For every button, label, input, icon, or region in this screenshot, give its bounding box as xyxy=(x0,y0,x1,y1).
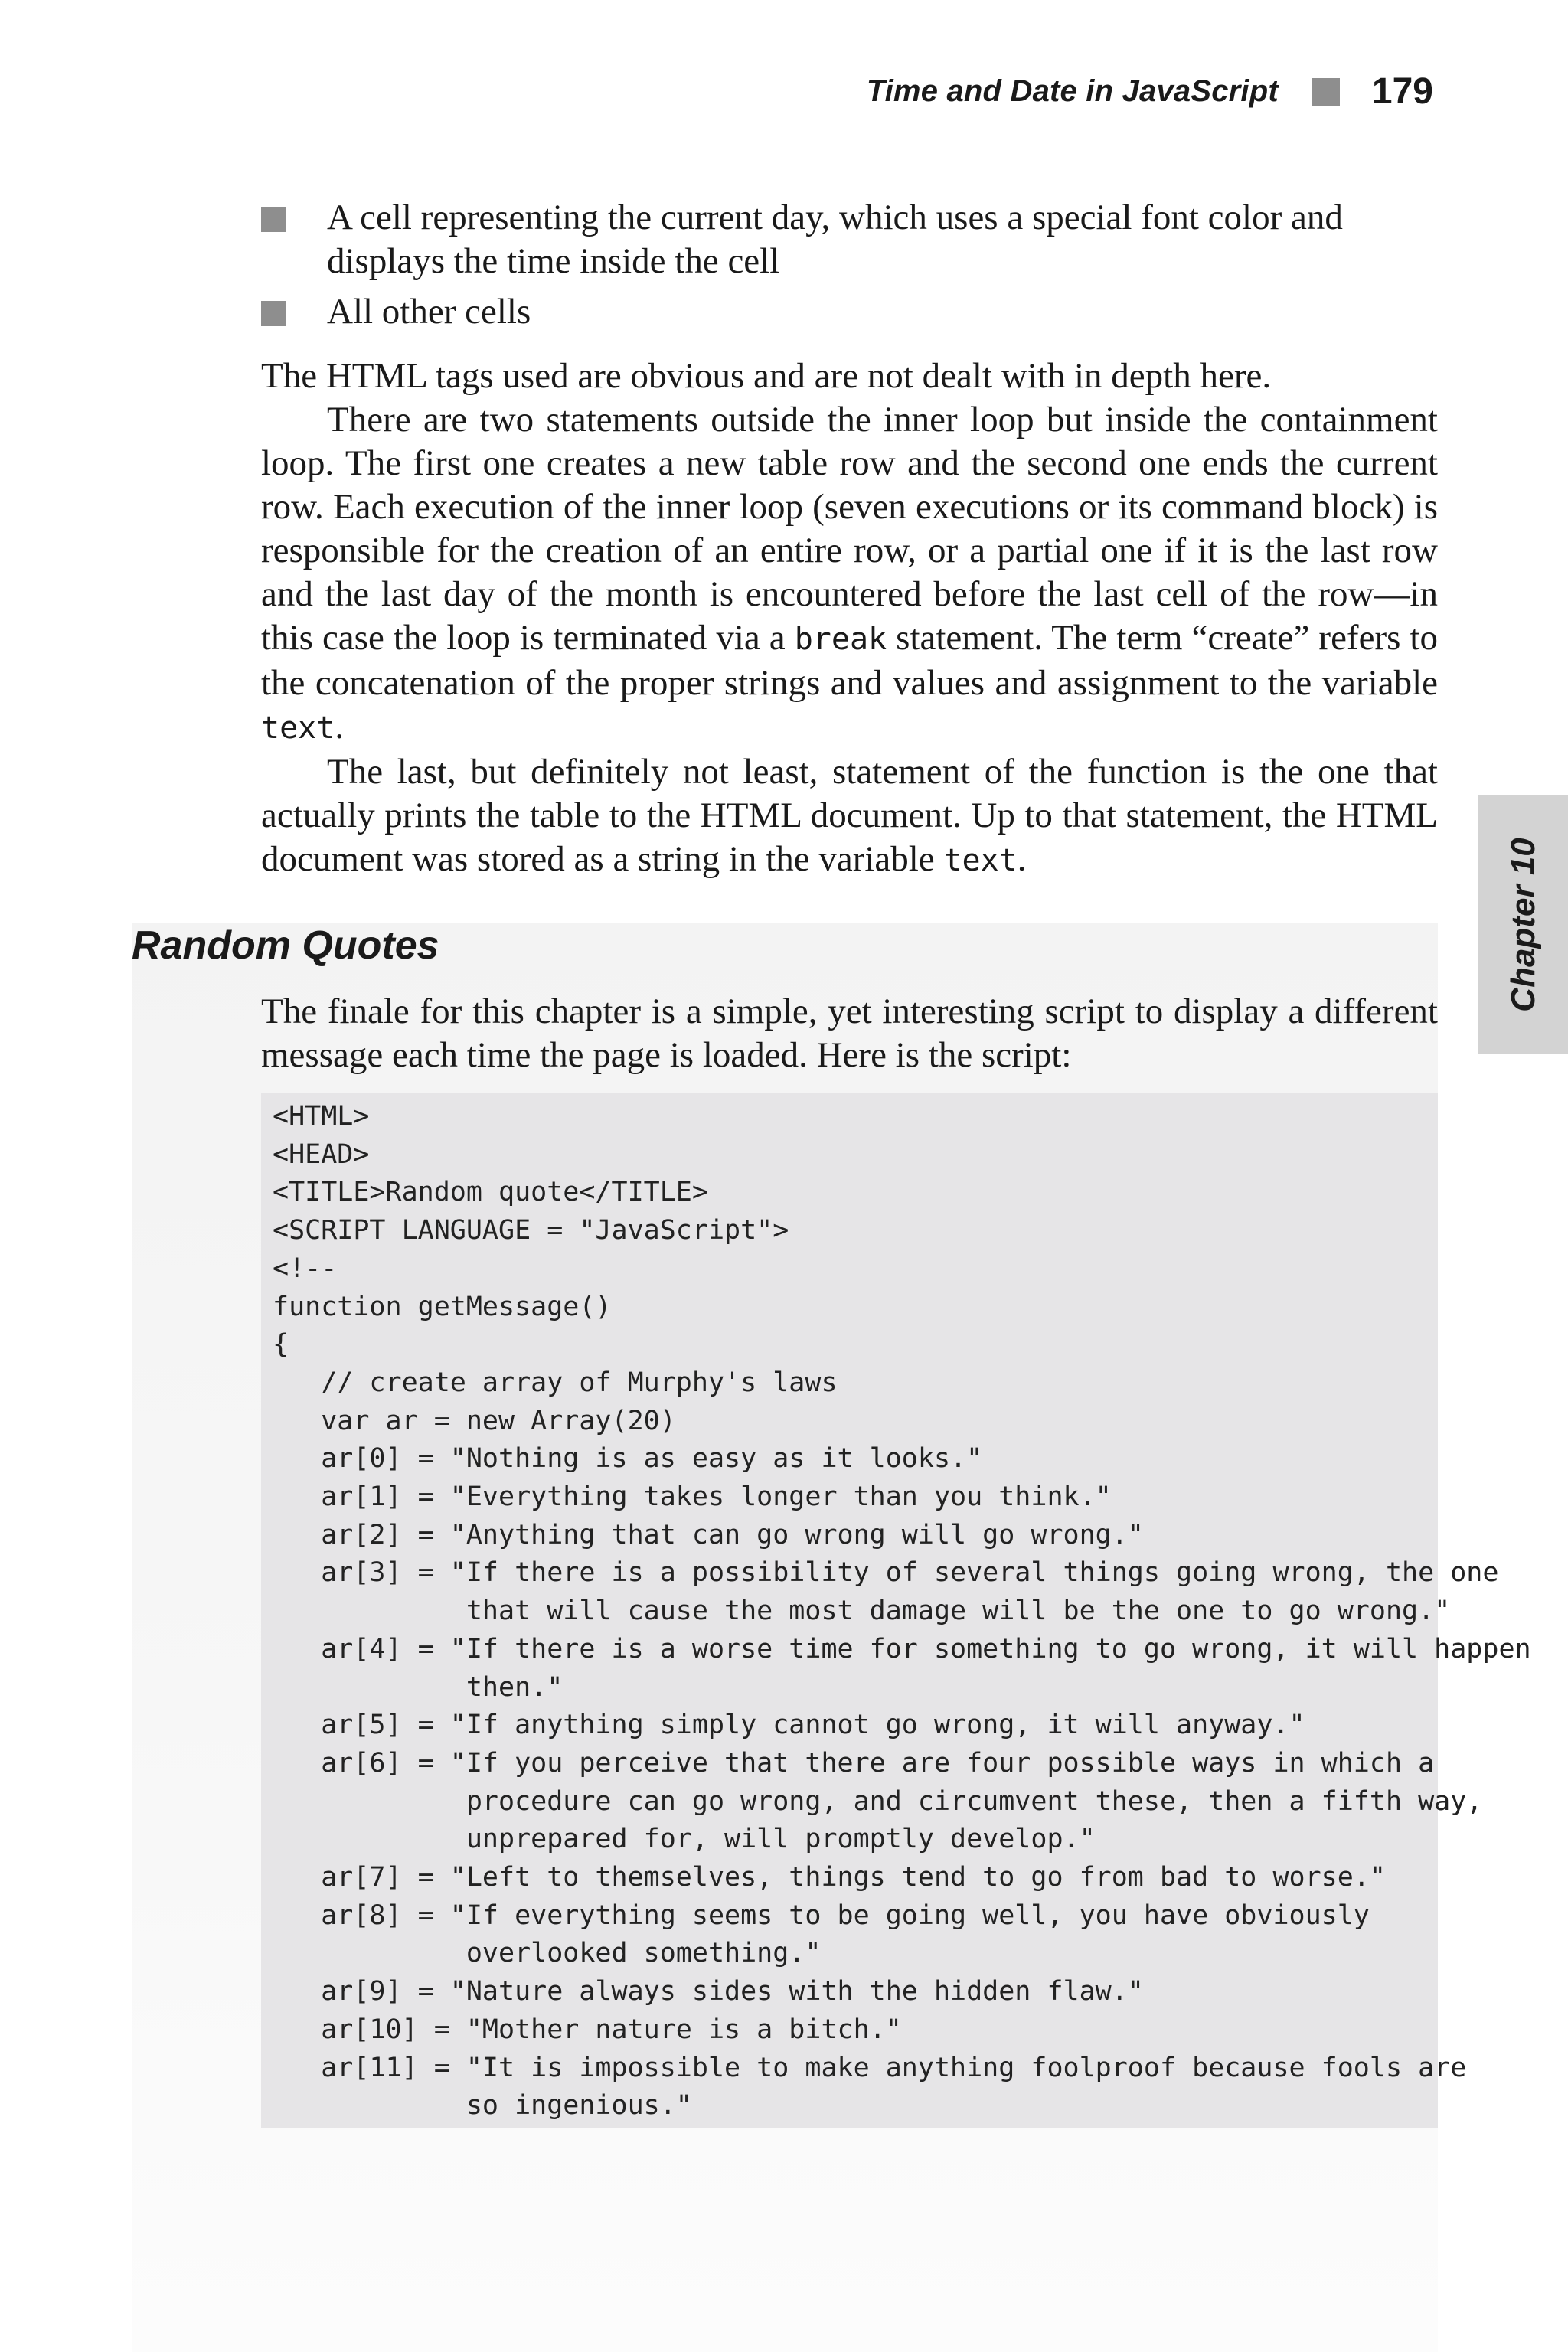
bullet-text: All other cells xyxy=(327,292,531,332)
body-text xyxy=(261,354,1438,883)
code-line: // create array of Murphy's laws xyxy=(273,1367,838,1398)
chapter-tab-label: Chapter 10 xyxy=(1504,837,1542,1012)
bullet-square-icon xyxy=(261,301,286,326)
paragraph-text: statement. The term “create” refers to the concatenation of the proper strings and values and assignment to the variable xyxy=(261,618,1438,703)
code-line: ar[9] = "Nature always sides with the hidden flaw." xyxy=(273,1976,1144,2007)
code-line: that will cause the most damage will be the one to go wrong." xyxy=(273,1596,1451,1627)
paragraph-text: . xyxy=(335,707,345,746)
code-line: then." xyxy=(273,1671,564,1703)
inline-code: text xyxy=(943,843,1018,878)
bullet-list xyxy=(261,196,1438,341)
bullet-text: A cell representing the current day, which uses a special font color and displays the time inside the cell xyxy=(327,198,1343,281)
code-line: ar[5] = "If anything simply cannot go wrong, it will anyway." xyxy=(273,1710,1305,1741)
paragraph xyxy=(261,750,1438,883)
code-line: ar[3] = "If there is a possibility of several things going wrong, the one xyxy=(273,1557,1499,1589)
code-line: <TITLE>Random quote</TITLE> xyxy=(273,1177,708,1208)
code-line: <SCRIPT LANGUAGE = "JavaScript"> xyxy=(273,1215,789,1246)
running-head xyxy=(867,70,1433,113)
code-line: ar[1] = "Everything takes longer than you think." xyxy=(273,1481,1112,1513)
code-listing xyxy=(261,1093,1531,2128)
section-title: Random Quotes xyxy=(132,923,439,968)
code-block xyxy=(273,1098,1531,2125)
bullet-item xyxy=(261,196,1438,283)
inline-code: text xyxy=(261,710,335,746)
bullet-square-icon xyxy=(261,207,286,232)
section-intro xyxy=(261,990,1438,1077)
page-number: 179 xyxy=(1371,71,1433,112)
paragraph: The finale for this chapter is a simple, yet interesting script to display a different message each time the page is loaded. Here is the script: xyxy=(261,991,1438,1075)
code-line: { xyxy=(273,1329,289,1361)
code-line: <!-- xyxy=(273,1253,338,1284)
code-line: ar[6] = "If you perceive that there are four possible ways in which a xyxy=(273,1747,1435,1779)
code-line: so ingenious." xyxy=(273,2090,692,2122)
running-head-square xyxy=(1312,78,1340,106)
code-line: ar[11] = "It is impossible to make anything foolproof because fools are xyxy=(273,2052,1467,2083)
code-line: <HTML> xyxy=(273,1101,370,1132)
code-line: ar[10] = "Mother nature is a bitch." xyxy=(273,2014,902,2045)
code-line: ar[0] = "Nothing is as easy as it looks." xyxy=(273,1443,983,1475)
paragraph-text: The last, but definitely not least, statement of the function is the one that actually prints the table to the HTML document. Up to that statement, the HTML document was stored as a string in the variable xyxy=(261,752,1438,879)
paragraph-text: There are two statements outside the inner loop but inside the containment loop. The first one creates a new table row and the second one ends the current row. Each execution of the inner loop (seven executions or its command block) is responsible for the creation of an entire row, or a partial one if it is the last row and the last day of the month is encountered before the last cell of the row—in this case the loop is terminated via a xyxy=(261,400,1438,658)
code-line: ar[4] = "If there is a worse time for something to go wrong, it will happen xyxy=(273,1633,1531,1664)
running-head-title: Time and Date in JavaScript xyxy=(866,74,1279,108)
chapter-tab xyxy=(1478,795,1568,1054)
paragraph xyxy=(261,398,1438,750)
bullet-item xyxy=(261,290,1438,334)
inline-code: break xyxy=(794,622,887,657)
code-line: ar[2] = "Anything that can go wrong will go wrong." xyxy=(273,1519,1144,1550)
code-line: overlooked something." xyxy=(273,1938,822,1969)
paragraph: The HTML tags used are obvious and are not dealt with in depth here. xyxy=(261,356,1272,396)
code-line: procedure can go wrong, and circumvent these, then a fifth way, xyxy=(273,1785,1483,1817)
code-line: <HEAD> xyxy=(273,1138,370,1170)
paragraph-text: . xyxy=(1017,839,1027,879)
code-line: unprepared for, will promptly develop." xyxy=(273,1824,1096,1855)
code-line: var ar = new Array(20) xyxy=(273,1405,676,1436)
code-line: ar[8] = "If everything seems to be going well, you have obviously xyxy=(273,1900,1370,1931)
code-line: function getMessage() xyxy=(273,1291,612,1322)
code-line: ar[7] = "Left to themselves, things tend to go from bad to worse." xyxy=(273,1862,1386,1893)
